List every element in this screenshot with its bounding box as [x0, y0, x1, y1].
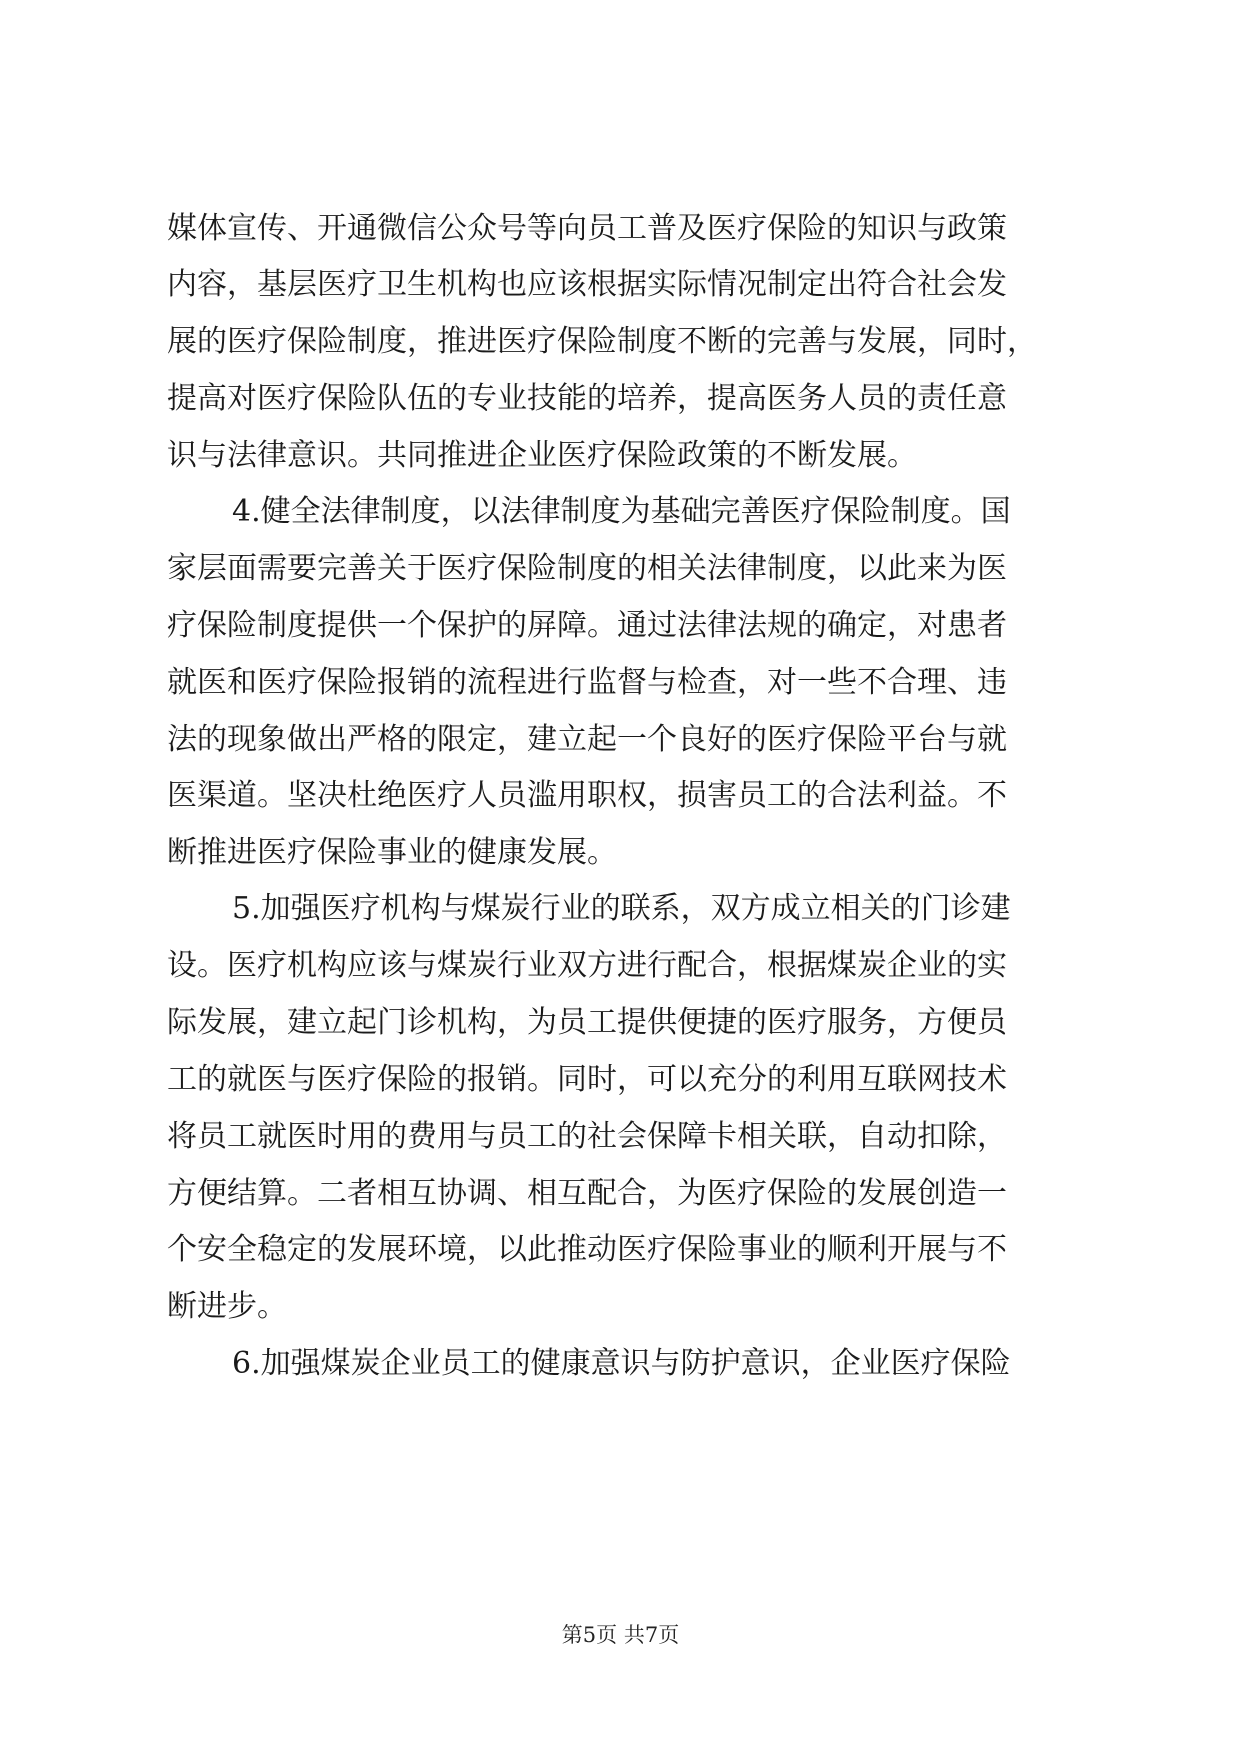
- text-line: 医渠道。坚决杜绝医疗人员滥用职权，损害员工的合法利益。不: [167, 778, 1007, 813]
- text-line: 识与法律意识。共同推进企业医疗保险政策的不断发展。: [167, 438, 917, 473]
- text-line: 5.加强医疗机构与煤炭行业的联系，双方成立相关的门诊建: [232, 891, 1011, 926]
- text-line: 设。医疗机构应该与煤炭行业双方进行配合，根据煤炭企业的实: [167, 948, 1007, 983]
- page-footer: 第5页 共7页: [561, 1623, 680, 1647]
- text-line: 工的就医与医疗保险的报销。同时，可以充分的利用互联网技术: [167, 1062, 1007, 1097]
- text-line: 断推进医疗保险事业的健康发展。: [167, 835, 617, 870]
- text-line: 疗保险制度提供一个保护的屏障。通过法律法规的确定，对患者: [167, 608, 1007, 643]
- text-line: 个安全稳定的发展环境，以此推动医疗保险事业的顺利开展与不: [167, 1232, 1007, 1267]
- text-line: 6.加强煤炭企业员工的健康意识与防护意识，企业医疗保险: [232, 1346, 1011, 1381]
- text-line: 媒体宣传、开通微信公众号等向员工普及医疗保险的知识与政策: [167, 211, 1007, 246]
- text-line: 法的现象做出严格的限定，建立起一个良好的医疗保险平台与就: [167, 722, 1007, 757]
- text-line: 提高对医疗保险队伍的专业技能的培养，提高医务人员的责任意: [167, 381, 1007, 416]
- text-line: 际发展，建立起门诊机构，为员工提供便捷的医疗服务，方便员: [167, 1005, 1007, 1040]
- text-line: 将员工就医时用的费用与员工的社会保障卡相关联，自动扣除，: [167, 1119, 1007, 1154]
- text-line: 家层面需要完善关于医疗保险制度的相关法律制度，以此来为医: [167, 551, 1007, 586]
- text-line: 展的医疗保险制度，推进医疗保险制度不断的完善与发展，同时，: [167, 324, 1037, 359]
- text-line: 方便结算。二者相互协调、相互配合，为医疗保险的发展创造一: [167, 1176, 1007, 1211]
- text-line: 内容，基层医疗卫生机构也应该根据实际情况制定出符合社会发: [167, 267, 1007, 302]
- text-line: 4.健全法律制度，以法律制度为基础完善医疗保险制度。国: [232, 494, 1011, 529]
- text-line: 就医和医疗保险报销的流程进行监督与检查，对一些不合理、违: [167, 665, 1007, 700]
- text-line: 断进步。: [167, 1289, 287, 1324]
